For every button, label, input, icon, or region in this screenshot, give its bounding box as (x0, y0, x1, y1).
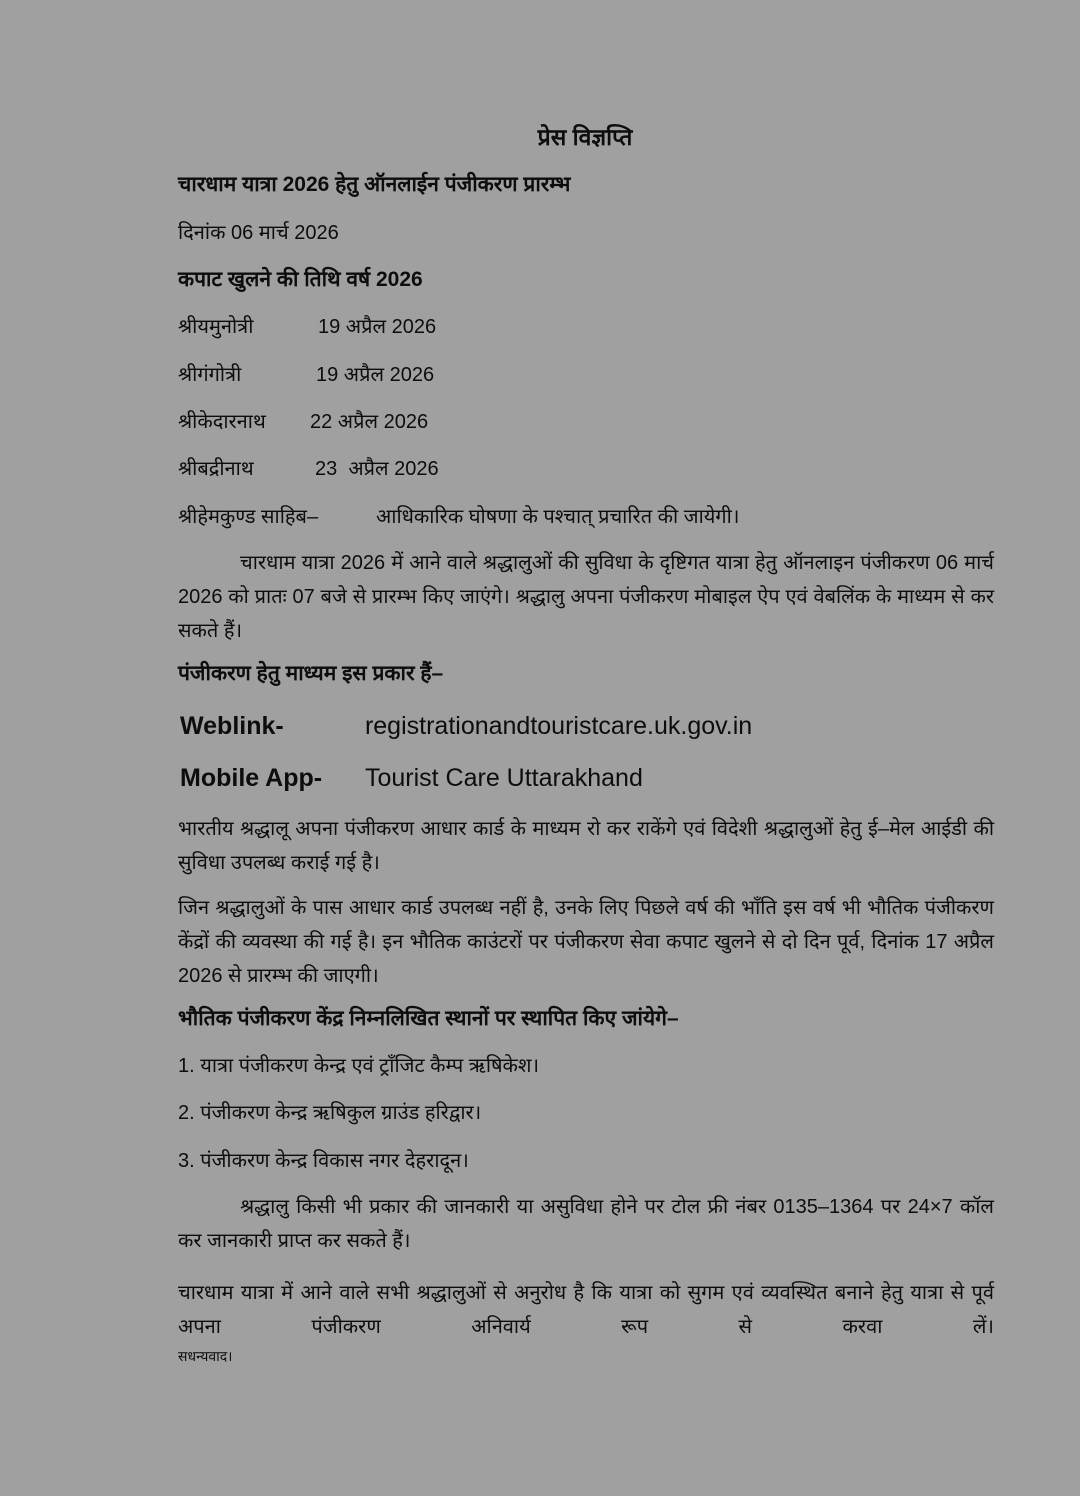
shrine-row-badrinath (178, 456, 439, 482)
shrine-date: 23 अप्रैल 2026 (315, 458, 439, 480)
shrine-row-yamunotri (178, 314, 437, 340)
shrine-name: श्रीबद्रीनाथ (178, 458, 254, 480)
shrine-row-kedarnath (178, 409, 429, 435)
centre-item: 2. पंजीकरण केन्द्र ऋषिकुल ग्राउंड हरिद्वार। (178, 1102, 482, 1124)
shrine-date: 19 अप्रैल 2026 (316, 364, 435, 386)
shrine-row-hemkund (178, 504, 740, 530)
shrine-name: श्रीहेमकुण्ड साहिब– (178, 506, 319, 528)
weblink-label: Weblink- (180, 712, 284, 740)
weblink-row (180, 711, 752, 741)
shrine-date: 19 अप्रैल 2026 (318, 316, 437, 338)
centre-item: 1. यात्रा पंजीकरण केन्द्र एवं ट्राँजिट कैम्प ऋषिकेश। (178, 1055, 540, 1077)
mobile-app-name: Tourist Care Uttarakhand (364, 764, 643, 792)
headline: चारधाम यात्रा 2026 हेतु ऑनलाईन पंजीकरण प्रारम्भ (178, 173, 571, 196)
opening-dates-heading: कपाट खुलने की तिथि वर्ष 2026 (178, 268, 423, 291)
mobile-app-row (180, 763, 643, 793)
request-paragraph: चारधाम यात्रा में आने वाले सभी श्रद्धालुओं से अनुरोध है कि यात्रा को सुगम एवं व्यवस्थित बनाने हेतु यात्रा से पूर्व अपना पंजीकरण अनिवार्य रूप से करवा लें। (178, 1282, 994, 1338)
closing-thanks: सधन्यवाद। (178, 1348, 233, 1364)
shrine-name: श्रीगंगोत्री (178, 364, 242, 386)
intro-paragraph: चारधाम यात्रा 2026 में आने वाले श्रद्धालुओं की सुविधा के दृष्टिगत यात्रा हेतु ऑनलाइन पंजीकरण 06 मार्च 2026 को प्रातः 07 बजे से प्रारम्भ किए जाएंगे। श्रद्धालु अपना पंजीकरण मोबाइल ऐप एवं वेबलिंक के माध्यम से कर सकते हैं। (178, 552, 994, 642)
mobile-app-label: Mobile App- (180, 764, 323, 792)
shrine-date: 22 अप्रैल 2026 (310, 411, 429, 433)
helpline-paragraph: श्रद्धालु किसी भी प्रकार की जानकारी या असुविधा होने पर टोल फ्री नंबर 0135–1364 पर 24×7 कॉल कर जानकारी प्राप्त कर सकते हैं। (178, 1196, 994, 1252)
shrine-note: आधिकारिक घोषणा के पश्चात् प्रचारित की जायेगी। (376, 506, 740, 528)
aadhaar-paragraph: भारतीय श्रद्धालू अपना पंजीकरण आधार कार्ड के माध्यम रो कर राकेंगे एवं विदेशी श्रद्धालुओं हेतु ई–मेल आईडी की सुविधा उपलब्ध कराई गई है। (178, 818, 994, 874)
shrine-row-gangotri (178, 362, 435, 388)
registration-modes-heading: पंजीकरण हेतु माध्यम इस प्रकार हैं– (178, 662, 444, 685)
shrine-name: श्रीकेदारनाथ (178, 411, 266, 433)
document-title: प्रेस विज्ञप्ति (537, 124, 633, 150)
weblink-url[interactable]: registrationandtouristcare.uk.gov.in (364, 712, 753, 740)
date-line: दिनांक 06 मार्च 2026 (178, 222, 339, 244)
centres-heading: भौतिक पंजीकरण केंद्र निम्नलिखित स्थानों पर स्थापित किए जांयेगे– (178, 1007, 679, 1030)
physical-registration-paragraph: जिन श्रद्धालुओं के पास आधार कार्ड उपलब्ध नहीं है, उनके लिए पिछले वर्ष की भाँति इस वर्ष भी भौतिक पंजीकरण केंद्रों की व्यवस्था की गई है। इन भौतिक काउंटरों पर पंजीकरण सेवा कपाट खुलने से दो दिन पूर्व, दिनांक 17 अप्रैल 2026 से प्रारम्भ की जाएगी। (178, 897, 994, 987)
centre-item: 3. पंजीकरण केन्द्र विकास नगर देहरादून। (178, 1150, 469, 1172)
shrine-name: श्रीयमुनोत्री (178, 316, 254, 338)
